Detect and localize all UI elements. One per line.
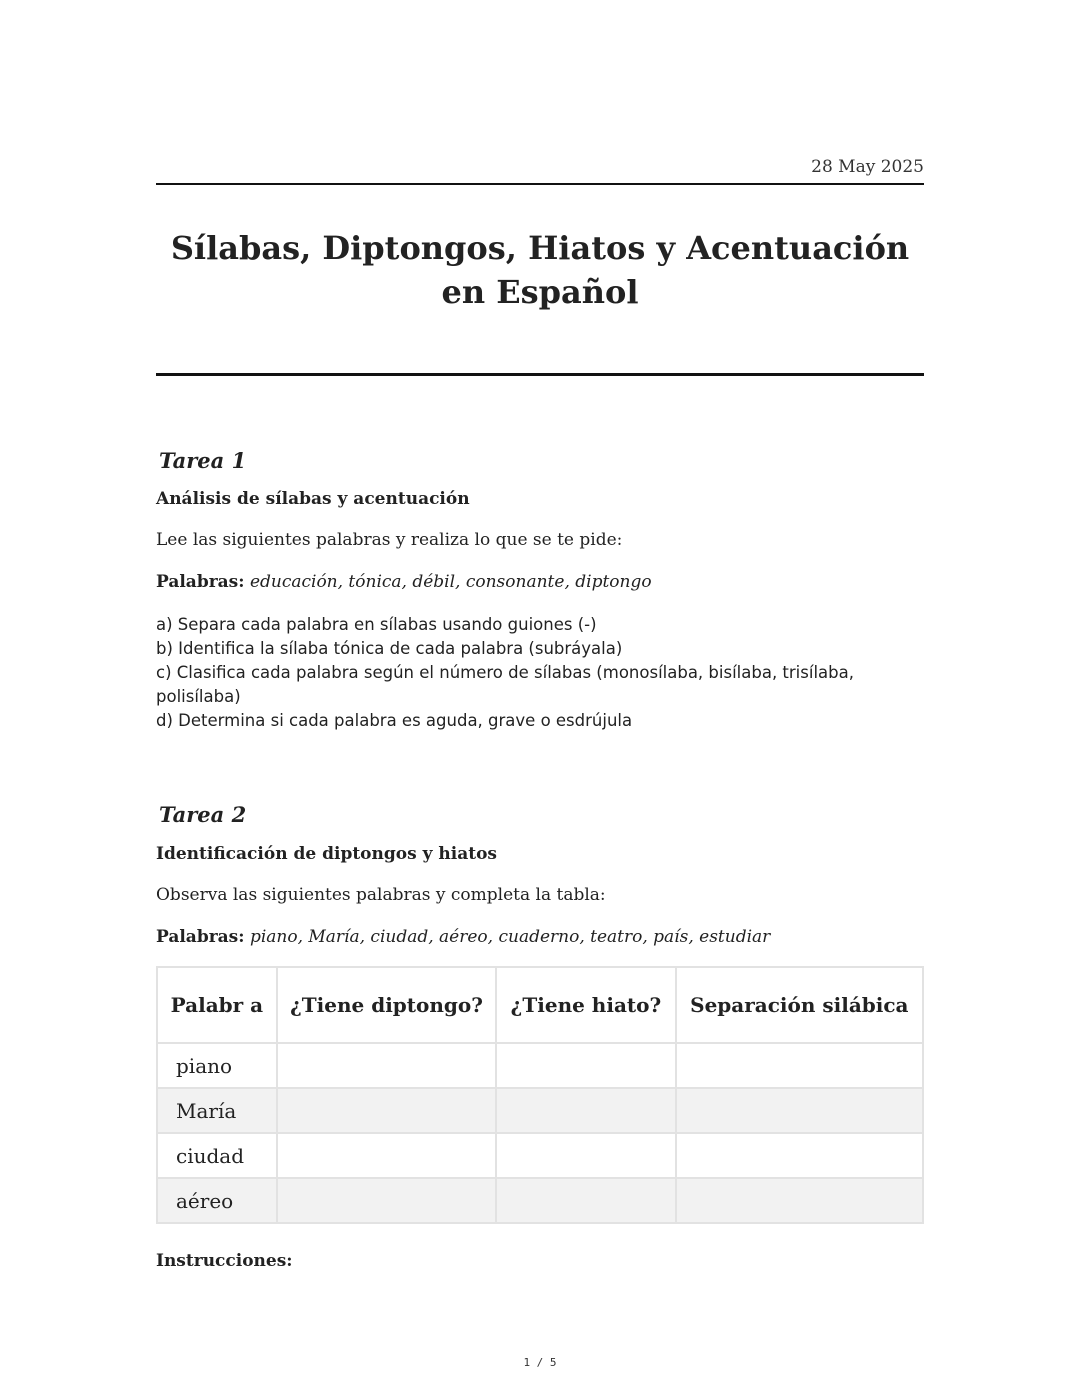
diphthong-hiatus-table: [156, 966, 924, 1224]
table-row: [157, 1178, 923, 1223]
task2-intro: Observa las siguientes palabras y completa la tabla:: [156, 885, 606, 905]
table-row: [157, 1133, 923, 1178]
diptongo-cell[interactable]: [277, 1043, 496, 1088]
separacion-cell[interactable]: [676, 1088, 923, 1133]
task1-subheading: Análisis de sílabas y acentuación: [156, 489, 470, 509]
hiato-cell[interactable]: [496, 1088, 675, 1133]
hiato-cell[interactable]: [496, 1133, 675, 1178]
separacion-cell[interactable]: [676, 1133, 923, 1178]
header-palabra: Palabr a: [157, 967, 277, 1043]
task1-item-b: b) Identifica la sílaba tónica de cada palabra (subráyala): [156, 639, 623, 658]
header-divider: [156, 183, 924, 185]
separacion-cell[interactable]: [676, 1043, 923, 1088]
separacion-cell[interactable]: [676, 1178, 923, 1223]
header-separacion: Separación silábica: [676, 967, 923, 1043]
header-hiato: ¿Tiene hiato?: [496, 967, 675, 1043]
word-cell: ciudad: [157, 1133, 277, 1178]
hiato-cell[interactable]: [496, 1178, 675, 1223]
task1-words: [156, 572, 652, 592]
page-indicator: 1 / 5: [523, 1356, 557, 1369]
task1-item-a: a) Separa cada palabra en sílabas usando guiones (-): [156, 615, 597, 634]
hiato-cell[interactable]: [496, 1043, 675, 1088]
task2-words: [156, 927, 770, 947]
task1-words-list: educación, tónica, débil, consonante, diptongo: [249, 572, 652, 592]
task1-item-d: d) Determina si cada palabra es aguda, grave o esdrújula: [156, 711, 633, 730]
table-header-row: [157, 967, 923, 1043]
title-divider: [156, 373, 924, 376]
task1-instructions-list: [156, 613, 896, 733]
task1-heading: Tarea 1: [159, 448, 247, 473]
diptongo-cell[interactable]: [277, 1178, 496, 1223]
task1-intro: Lee las siguientes palabras y realiza lo que se te pide:: [156, 530, 623, 550]
diptongo-cell[interactable]: [277, 1133, 496, 1178]
word-cell: María: [157, 1088, 277, 1133]
task1-item-c: c) Clasifica cada palabra según el número de sílabas (monosílaba, bisílaba, trisílaba, polisílaba): [156, 663, 854, 706]
instructions-label: Instrucciones:: [156, 1251, 293, 1271]
table-row: [157, 1043, 923, 1088]
task2-words-label: Palabras:: [156, 927, 245, 947]
diptongo-cell[interactable]: [277, 1088, 496, 1133]
document-date: 28 May 2025: [811, 157, 924, 177]
header-diptongo: ¿Tiene diptongo?: [277, 967, 496, 1043]
word-cell: piano: [157, 1043, 277, 1088]
word-cell: aéreo: [157, 1178, 277, 1223]
task2-words-list: piano, María, ciudad, aéreo, cuaderno, teatro, país, estudiar: [249, 927, 771, 947]
table-row: [157, 1088, 923, 1133]
task1-words-label: Palabras:: [156, 572, 245, 592]
task2-heading: Tarea 2: [159, 802, 247, 827]
document-title: Sílabas, Diptongos, Hiatos y Acentuación en Español: [170, 229, 910, 311]
task2-subheading: Identificación de diptongos y hiatos: [156, 844, 497, 864]
